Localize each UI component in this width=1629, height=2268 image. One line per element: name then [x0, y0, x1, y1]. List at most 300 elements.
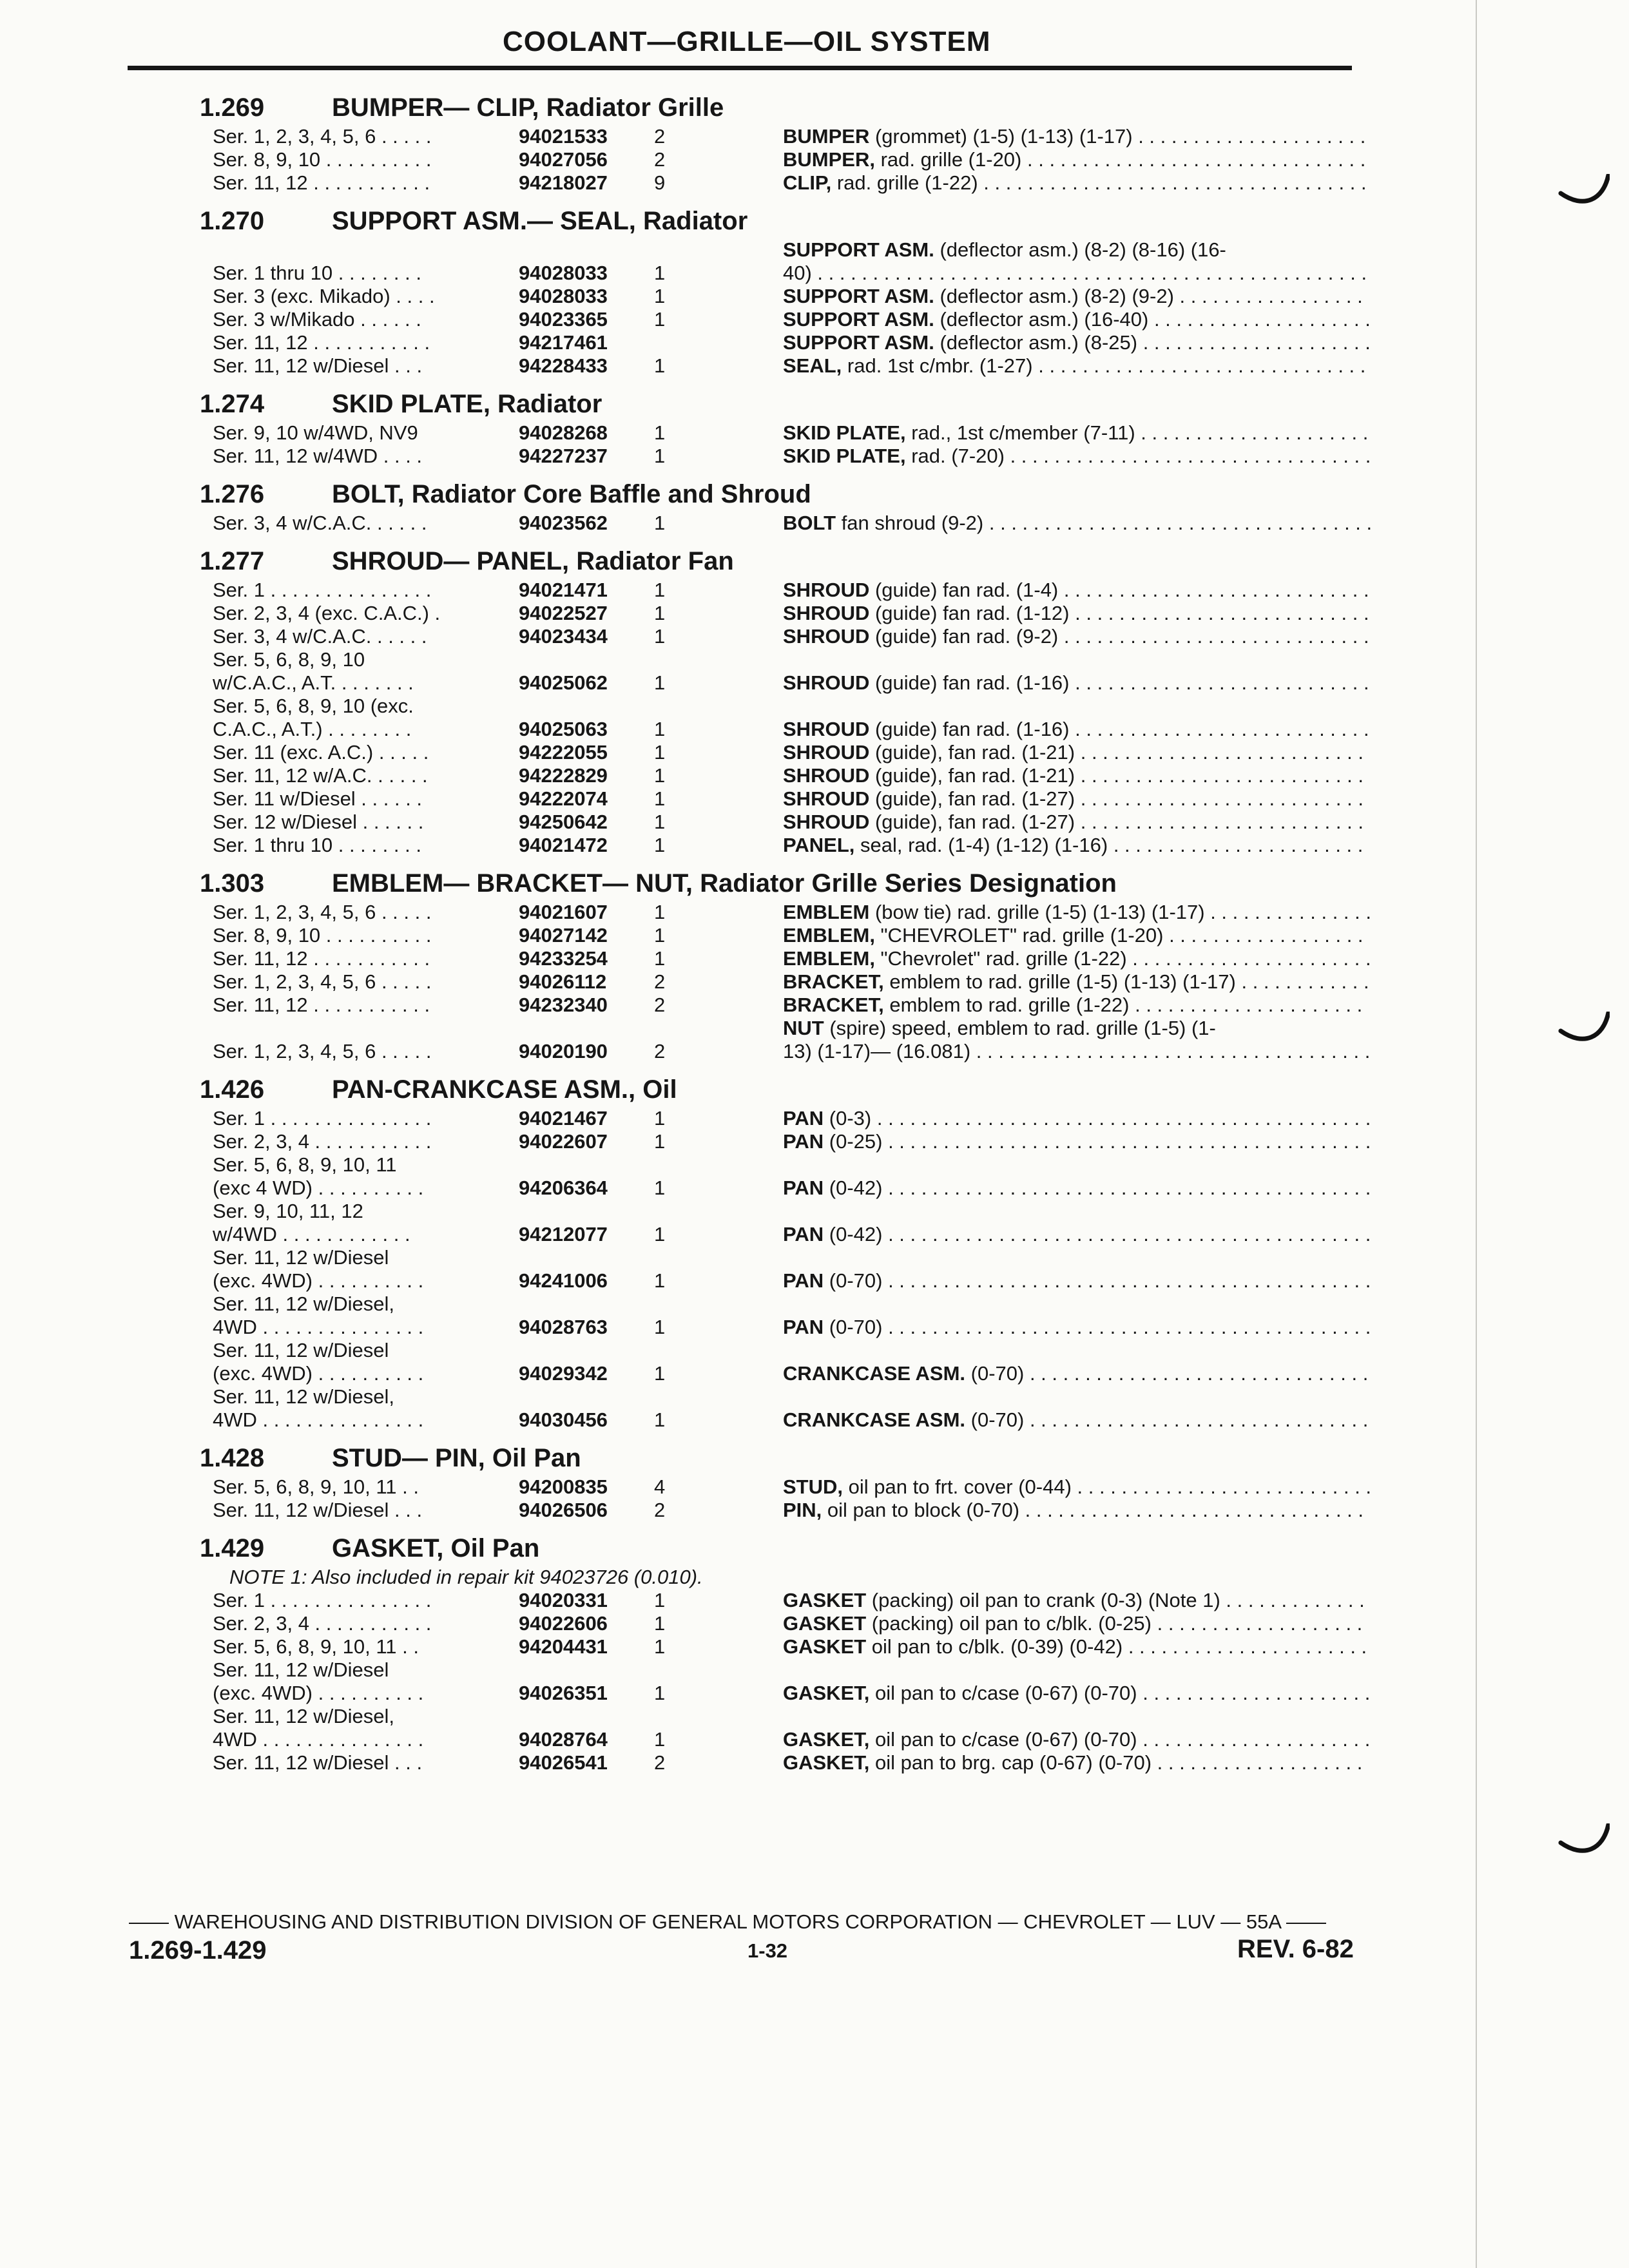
series-applicability: Ser. 5, 6, 8, 9, 10 w/C.A.C., A.T. . . . . . . .: [213, 648, 414, 694]
part-name: SUPPORT ASM.: [783, 238, 934, 261]
section-title: STUD— PIN, Oil Pan: [332, 1444, 581, 1472]
part-detail: (0-70): [965, 1408, 1025, 1431]
quantity: 1: [654, 1728, 666, 1751]
series-applicability: Ser. 11, 12 w/Diesel (exc. 4WD) . . . . . . . . . .: [213, 1339, 424, 1385]
quantity: 2: [654, 1751, 666, 1774]
part-number: 94212077: [519, 1223, 608, 1245]
series-applicability: Ser. 5, 6, 8, 9, 10, 11 (exc 4 WD) . . . . . . . . . .: [213, 1153, 424, 1199]
quantity: 1: [654, 764, 666, 787]
part-detail: (guide) fan rad. (1-16): [869, 671, 1070, 694]
part-number: 94218027: [519, 171, 608, 194]
series-applicability: Ser. 3 (exc. Mikado) . . . .: [213, 285, 435, 307]
part-number: 94241006: [519, 1269, 608, 1292]
part-row: [200, 579, 1373, 602]
part-name: PANEL,: [783, 834, 855, 856]
part-row: [200, 512, 1373, 535]
part-number: 94025062: [519, 671, 608, 694]
series-applicability: Ser. 1, 2, 3, 4, 5, 6 . . . . .: [213, 970, 432, 993]
part-row: [200, 811, 1373, 834]
part-name: BOLT: [783, 512, 836, 534]
part-number: 94022606: [519, 1612, 608, 1635]
part-name: PAN: [783, 1130, 824, 1153]
part-description: [783, 834, 1373, 857]
section-heading: [200, 1531, 1373, 1566]
quantity: 1: [654, 1635, 666, 1658]
quantity: 1: [654, 1130, 666, 1153]
part-name: GASKET: [783, 1589, 867, 1611]
part-description: [783, 764, 1373, 787]
series-applicability: Ser. 11, 12 w/Diesel, 4WD . . . . . . . . . . . . . . .: [213, 1705, 424, 1751]
part-row: [200, 238, 1373, 285]
parts-catalog-body: [200, 90, 1373, 1783]
part-description: [783, 1728, 1373, 1751]
part-row: [200, 834, 1373, 857]
part-description: [783, 1177, 1373, 1200]
part-name: BRACKET,: [783, 994, 884, 1016]
part-description: [783, 602, 1373, 625]
part-name: PAN: [783, 1107, 824, 1129]
quantity: 1: [654, 579, 666, 601]
quantity: 1: [654, 308, 666, 331]
part-number: 94217461: [519, 331, 608, 354]
part-description: [783, 811, 1373, 834]
footer-division: —— WAREHOUSING AND DISTRIBUTION DIVISION OF GENERAL MOTORS CORPORATION — CHEVROLET — LUV — 55A ——: [129, 1910, 1326, 1933]
quantity: 1: [654, 1316, 666, 1338]
part-row: [200, 1017, 1373, 1063]
section-heading: [200, 1072, 1373, 1107]
part-description: [783, 901, 1373, 924]
part-description: [783, 1635, 1373, 1658]
part-detail: oil pan to c/blk. (0-39) (0-42): [866, 1635, 1123, 1658]
part-row: [200, 1589, 1373, 1612]
part-detail: oil pan to c/case (0-67) (0-70): [869, 1728, 1137, 1751]
part-description: [783, 579, 1373, 602]
part-number: 94222055: [519, 741, 608, 764]
part-row: [200, 625, 1373, 648]
catalog-section: [200, 1441, 1373, 1522]
part-row: [200, 1153, 1373, 1200]
quantity: 1: [654, 625, 666, 648]
part-number: 94021533: [519, 125, 608, 148]
part-description: [783, 125, 1373, 148]
part-name: SHROUD: [783, 579, 870, 601]
part-detail: (guide) fan rad. (1-12): [869, 602, 1070, 624]
part-name: PIN,: [783, 1499, 822, 1521]
part-row: [200, 602, 1373, 625]
part-detail: (packing) oil pan to crank (0-3) (Note 1): [866, 1589, 1220, 1611]
part-number: 94028763: [519, 1316, 608, 1338]
part-number: 94028033: [519, 285, 608, 307]
part-detail: rad., 1st c/member (7-11): [905, 421, 1135, 444]
part-description: [783, 994, 1373, 1017]
part-number: 94027056: [519, 148, 608, 171]
series-applicability: Ser. 11, 12 w/4WD . . . .: [213, 445, 423, 467]
quantity: 1: [654, 445, 666, 467]
part-number: 94026112: [519, 970, 607, 993]
part-description: [783, 354, 1373, 378]
part-number: 94232340: [519, 994, 608, 1016]
part-description: [783, 718, 1373, 741]
series-applicability: Ser. 11, 12 . . . . . . . . . . .: [213, 331, 430, 354]
series-applicability: Ser. 11, 12 w/A.C. . . . . .: [213, 764, 428, 787]
series-applicability: Ser. 11, 12 w/Diesel . . .: [213, 1499, 423, 1521]
part-number: 94222829: [519, 764, 608, 787]
part-row: [200, 1635, 1373, 1658]
part-number: 94026351: [519, 1682, 608, 1704]
series-applicability: Ser. 11 (exc. A.C.) . . . . .: [213, 741, 429, 764]
part-name: BUMPER,: [783, 148, 875, 171]
part-description: [783, 1751, 1373, 1774]
part-number: 94028268: [519, 421, 608, 444]
part-description: [783, 1316, 1373, 1339]
catalog-section: [200, 1072, 1373, 1432]
quantity: 1: [654, 1589, 666, 1611]
part-row: [200, 787, 1373, 811]
series-applicability: Ser. 1, 2, 3, 4, 5, 6 . . . . .: [213, 1040, 432, 1062]
part-detail: "CHEVROLET" rad. grille (1-20): [874, 924, 1164, 947]
part-name: STUD,: [783, 1475, 843, 1498]
quantity: 1: [654, 602, 666, 624]
part-name: PAN: [783, 1177, 824, 1199]
section-heading: [200, 1441, 1373, 1475]
quantity: 1: [654, 718, 666, 740]
catalog-section: [200, 866, 1373, 1063]
part-row: [200, 1705, 1373, 1751]
part-name: SHROUD: [783, 787, 870, 810]
part-name: GASKET: [783, 1635, 867, 1658]
part-name: PAN: [783, 1223, 824, 1245]
part-number: 94023562: [519, 512, 608, 534]
part-detail: (0-70): [824, 1269, 883, 1292]
part-description: [783, 1017, 1373, 1063]
part-name: SHROUD: [783, 671, 870, 694]
part-name: CRANKCASE ASM.: [783, 1408, 966, 1431]
part-detail: (guide), fan rad. (1-27): [869, 811, 1075, 833]
part-description: [783, 1107, 1373, 1130]
series-applicability: Ser. 2, 3, 4 . . . . . . . . . . .: [213, 1612, 432, 1635]
section-title: SKID PLATE, Radiator: [332, 390, 602, 418]
quantity: 1: [654, 924, 666, 947]
series-applicability: Ser. 11, 12 w/Diesel, 4WD . . . . . . . . . . . . . . .: [213, 1293, 424, 1338]
part-number: 94023365: [519, 308, 608, 331]
part-name: SHROUD: [783, 764, 870, 787]
page-title: COOLANT—GRILLE—OIL SYSTEM: [503, 26, 991, 57]
part-name: BUMPER: [783, 125, 870, 148]
part-description: [783, 1475, 1373, 1499]
part-detail: (guide), fan rad. (1-21): [869, 764, 1075, 787]
quantity: 1: [654, 947, 666, 970]
part-description: [783, 1682, 1373, 1705]
part-description: [783, 625, 1373, 648]
section-number: 1.429: [200, 1534, 265, 1562]
part-number: 94200835: [519, 1475, 608, 1498]
part-number: 94227237: [519, 445, 608, 467]
part-name: SHROUD: [783, 602, 870, 624]
part-description: [783, 238, 1373, 285]
section-title: SHROUD— PANEL, Radiator Fan: [332, 547, 734, 575]
series-applicability: Ser. 11, 12 w/Diesel, 4WD . . . . . . . . . . . . . . .: [213, 1385, 424, 1431]
section-note: NOTE 1: Also included in repair kit 94023726 (0.010).: [229, 1566, 703, 1588]
quantity: 1: [654, 1362, 666, 1385]
series-applicability: Ser. 1 . . . . . . . . . . . . . . .: [213, 579, 432, 601]
quantity: 1: [654, 285, 666, 307]
part-row: [200, 354, 1373, 378]
part-detail: (deflector asm.) (8-2) (8-16) (16- 40): [783, 238, 1226, 284]
part-detail: (guide) fan rad. (1-4): [869, 579, 1059, 601]
part-row: [200, 1246, 1373, 1293]
quantity: 2: [654, 148, 666, 171]
binder-ring-mark-icon: [1558, 1823, 1610, 1862]
part-number: 94030456: [519, 1408, 608, 1431]
part-name: BRACKET,: [783, 970, 884, 993]
section-number: 1.276: [200, 480, 265, 508]
part-description: [783, 1499, 1373, 1522]
part-name: GASKET,: [783, 1751, 870, 1774]
series-applicability: Ser. 1 . . . . . . . . . . . . . . .: [213, 1107, 432, 1129]
series-applicability: Ser. 11, 12 w/Diesel . . .: [213, 354, 423, 377]
part-row: [200, 1130, 1373, 1153]
part-name: GASKET,: [783, 1728, 870, 1751]
part-number: 94250642: [519, 811, 608, 833]
part-description: [783, 741, 1373, 764]
part-number: 94021607: [519, 901, 608, 923]
part-detail: (0-25): [824, 1130, 883, 1153]
series-applicability: Ser. 11, 12 w/Diesel (exc. 4WD) . . . . . . . . . .: [213, 1246, 424, 1292]
series-applicability: Ser. 1 thru 10 . . . . . . . .: [213, 262, 421, 284]
part-row: [200, 648, 1373, 695]
part-number: 94026506: [519, 1499, 608, 1521]
part-row: [200, 970, 1373, 994]
part-detail: (0-70): [824, 1316, 883, 1338]
part-row: [200, 924, 1373, 947]
part-detail: (guide) fan rad. (1-16): [869, 718, 1070, 740]
part-detail: oil pan to frt. cover (0-44): [843, 1475, 1072, 1498]
quantity: 1: [654, 1223, 666, 1245]
part-row: [200, 171, 1373, 195]
part-number: 94027142: [519, 924, 608, 947]
part-name: SKID PLATE,: [783, 421, 906, 444]
part-number: 94021467: [519, 1107, 608, 1129]
part-row: [200, 1751, 1373, 1774]
part-number: 94021472: [519, 834, 608, 856]
part-name: PAN: [783, 1316, 824, 1338]
part-description: [783, 171, 1373, 195]
series-applicability: Ser. 1 . . . . . . . . . . . . . . .: [213, 1589, 432, 1611]
part-detail: (guide), fan rad. (1-21): [869, 741, 1075, 764]
series-applicability: Ser. 11, 12 w/Diesel . . .: [213, 1751, 423, 1774]
part-name: EMBLEM,: [783, 947, 875, 970]
part-number: 94020190: [519, 1040, 608, 1062]
series-applicability: Ser. 1 thru 10 . . . . . . . .: [213, 834, 421, 856]
series-applicability: Ser. 5, 6, 8, 9, 10, 11 . .: [213, 1475, 419, 1498]
quantity: 1: [654, 1682, 666, 1704]
series-applicability: Ser. 11, 12 . . . . . . . . . . .: [213, 171, 430, 194]
series-applicability: Ser. 11, 12 w/Diesel (exc. 4WD) . . . . . . . . . .: [213, 1658, 424, 1704]
part-description: [783, 924, 1373, 947]
quantity: 2: [654, 1499, 666, 1521]
part-description: [783, 970, 1373, 994]
section-heading: [200, 90, 1373, 125]
section-title: EMBLEM— BRACKET— NUT, Radiator Grille Series Designation: [332, 869, 1117, 898]
series-applicability: Ser. 2, 3, 4 (exc. C.A.C.) .: [213, 602, 441, 624]
part-row: [200, 1612, 1373, 1635]
quantity: 1: [654, 901, 666, 923]
part-row: [200, 1658, 1373, 1705]
section-title: GASKET, Oil Pan: [332, 1534, 540, 1562]
quantity: 1: [654, 262, 666, 284]
part-row: [200, 445, 1373, 468]
series-applicability: Ser. 5, 6, 8, 9, 10 (exc. C.A.C., A.T.) . . . . . . . .: [213, 695, 414, 740]
part-detail: (deflector asm.) (16-40): [934, 308, 1149, 331]
quantity: 1: [654, 811, 666, 833]
section-number: 1.270: [200, 207, 265, 235]
part-detail: oil pan to block (0-70): [822, 1499, 1020, 1521]
quantity: 2: [654, 994, 666, 1016]
quantity: 1: [654, 671, 666, 694]
part-number: 94021471: [519, 579, 608, 601]
quantity: 1: [654, 1177, 666, 1199]
part-name: SEAL,: [783, 354, 842, 377]
section-heading: [200, 544, 1373, 579]
quantity: 1: [654, 1269, 666, 1292]
catalog-section: [200, 1531, 1373, 1774]
part-number: 94206364: [519, 1177, 608, 1199]
series-applicability: Ser. 3, 4 w/C.A.C. . . . . .: [213, 512, 427, 534]
part-detail: (0-42): [824, 1223, 883, 1245]
part-name: GASKET: [783, 1612, 867, 1635]
quantity: 1: [654, 787, 666, 810]
part-detail: (deflector asm.) (8-25): [934, 331, 1138, 354]
part-row: [200, 1499, 1373, 1522]
part-row: [200, 1339, 1373, 1385]
section-title: PAN-CRANKCASE ASM., Oil: [332, 1075, 677, 1104]
series-applicability: Ser. 1, 2, 3, 4, 5, 6 . . . . .: [213, 901, 432, 923]
part-number: 94022527: [519, 602, 608, 624]
part-detail: oil pan to brg. cap (0-67) (0-70): [869, 1751, 1152, 1774]
part-number: 94022607: [519, 1130, 608, 1153]
part-detail: (bow tie) rad. grille (1-5) (1-13) (1-17): [869, 901, 1205, 923]
part-name: PAN: [783, 1269, 824, 1292]
part-description: [783, 445, 1373, 468]
quantity: 1: [654, 421, 666, 444]
part-row: [200, 148, 1373, 171]
part-number: 94028764: [519, 1728, 608, 1751]
quantity: 2: [654, 970, 666, 993]
series-applicability: Ser. 3 w/Mikado . . . . . .: [213, 308, 421, 331]
section-heading: [200, 477, 1373, 512]
part-detail: rad. grille (1-22): [831, 171, 978, 194]
section-title: SUPPORT ASM.— SEAL, Radiator: [332, 207, 748, 235]
part-description: [783, 1269, 1373, 1293]
part-row: [200, 125, 1373, 148]
part-detail: (grommet) (1-5) (1-13) (1-17): [869, 125, 1133, 148]
quantity: 1: [654, 834, 666, 856]
part-row: [200, 285, 1373, 308]
part-row: [200, 331, 1373, 354]
part-detail: rad. 1st c/mbr. (1-27): [842, 354, 1033, 377]
part-description: [783, 947, 1373, 970]
part-description: [783, 285, 1373, 308]
part-number: 94029342: [519, 1362, 608, 1385]
quantity: 4: [654, 1475, 666, 1498]
part-detail: (0-42): [824, 1177, 883, 1199]
part-description: [783, 1362, 1373, 1385]
section-number: 1.277: [200, 547, 265, 575]
part-detail: rad. grille (1-20): [874, 148, 1022, 171]
part-name: NUT: [783, 1017, 824, 1039]
part-description: [783, 671, 1373, 695]
part-number: 94028033: [519, 262, 608, 284]
section-number: 1.426: [200, 1075, 265, 1104]
part-row: [200, 764, 1373, 787]
quantity: 2: [654, 125, 666, 148]
quantity: 9: [654, 171, 666, 194]
part-detail: emblem to rad. grille (1-5) (1-13) (1-17): [883, 970, 1236, 993]
part-name: SUPPORT ASM.: [783, 331, 934, 354]
part-row: [200, 1293, 1373, 1339]
part-name: SHROUD: [783, 625, 870, 648]
part-description: [783, 308, 1373, 331]
series-applicability: Ser. 9, 10, 11, 12 w/4WD . . . . . . . . . . . .: [213, 1200, 410, 1245]
series-applicability: Ser. 11 w/Diesel . . . . . .: [213, 787, 423, 810]
footer-range: 1.269-1.429: [129, 1936, 267, 1965]
part-name: EMBLEM: [783, 901, 870, 923]
part-detail: (0-70): [965, 1362, 1025, 1385]
part-row: [200, 741, 1373, 764]
part-name: SHROUD: [783, 741, 870, 764]
section-heading: [200, 387, 1373, 421]
part-detail: (deflector asm.) (8-2) (9-2): [934, 285, 1174, 307]
catalog-section: [200, 477, 1373, 535]
part-detail: "Chevrolet" rad. grille (1-22): [874, 947, 1127, 970]
part-row: [200, 994, 1373, 1017]
catalog-section: [200, 544, 1373, 857]
part-description: [783, 1130, 1373, 1153]
section-number: 1.303: [200, 869, 265, 898]
series-applicability: Ser. 9, 10 w/4WD, NV9: [213, 421, 418, 444]
part-name: SUPPORT ASM.: [783, 285, 934, 307]
part-detail: emblem to rad. grille (1-22): [883, 994, 1130, 1016]
series-applicability: Ser. 2, 3, 4 . . . . . . . . . . .: [213, 1130, 432, 1153]
title-rule: [128, 66, 1352, 70]
part-name: GASKET,: [783, 1682, 870, 1704]
part-detail: seal, rad. (1-4) (1-12) (1-16): [854, 834, 1108, 856]
catalog-section: [200, 90, 1373, 195]
part-description: [783, 331, 1373, 354]
part-row: [200, 308, 1373, 331]
quantity: 1: [654, 1107, 666, 1129]
part-number: 94233254: [519, 947, 608, 970]
page-edge-line: [1476, 0, 1477, 2268]
part-detail: fan shroud (9-2): [836, 512, 984, 534]
part-description: [783, 1589, 1373, 1612]
page-number: 1-32: [747, 1939, 788, 1962]
part-detail: (0-3): [824, 1107, 872, 1129]
part-name: CLIP,: [783, 171, 832, 194]
quantity: 1: [654, 1408, 666, 1431]
series-applicability: Ser. 8, 9, 10 . . . . . . . . . .: [213, 148, 432, 171]
quantity: 1: [654, 741, 666, 764]
part-number: 94204431: [519, 1635, 608, 1658]
part-description: [783, 1408, 1373, 1432]
part-number: 94026541: [519, 1751, 608, 1774]
binder-ring-mark-icon: [1558, 1012, 1610, 1050]
series-applicability: Ser. 11, 12 . . . . . . . . . . .: [213, 947, 430, 970]
section-title: BOLT, Radiator Core Baffle and Shroud: [332, 480, 811, 508]
series-applicability: Ser. 5, 6, 8, 9, 10, 11 . .: [213, 1635, 419, 1658]
part-description: [783, 512, 1373, 535]
part-detail: (spire) speed, emblem to rad. grille (1-5) (1- 13) (1-17)— (16.081): [783, 1017, 1216, 1062]
